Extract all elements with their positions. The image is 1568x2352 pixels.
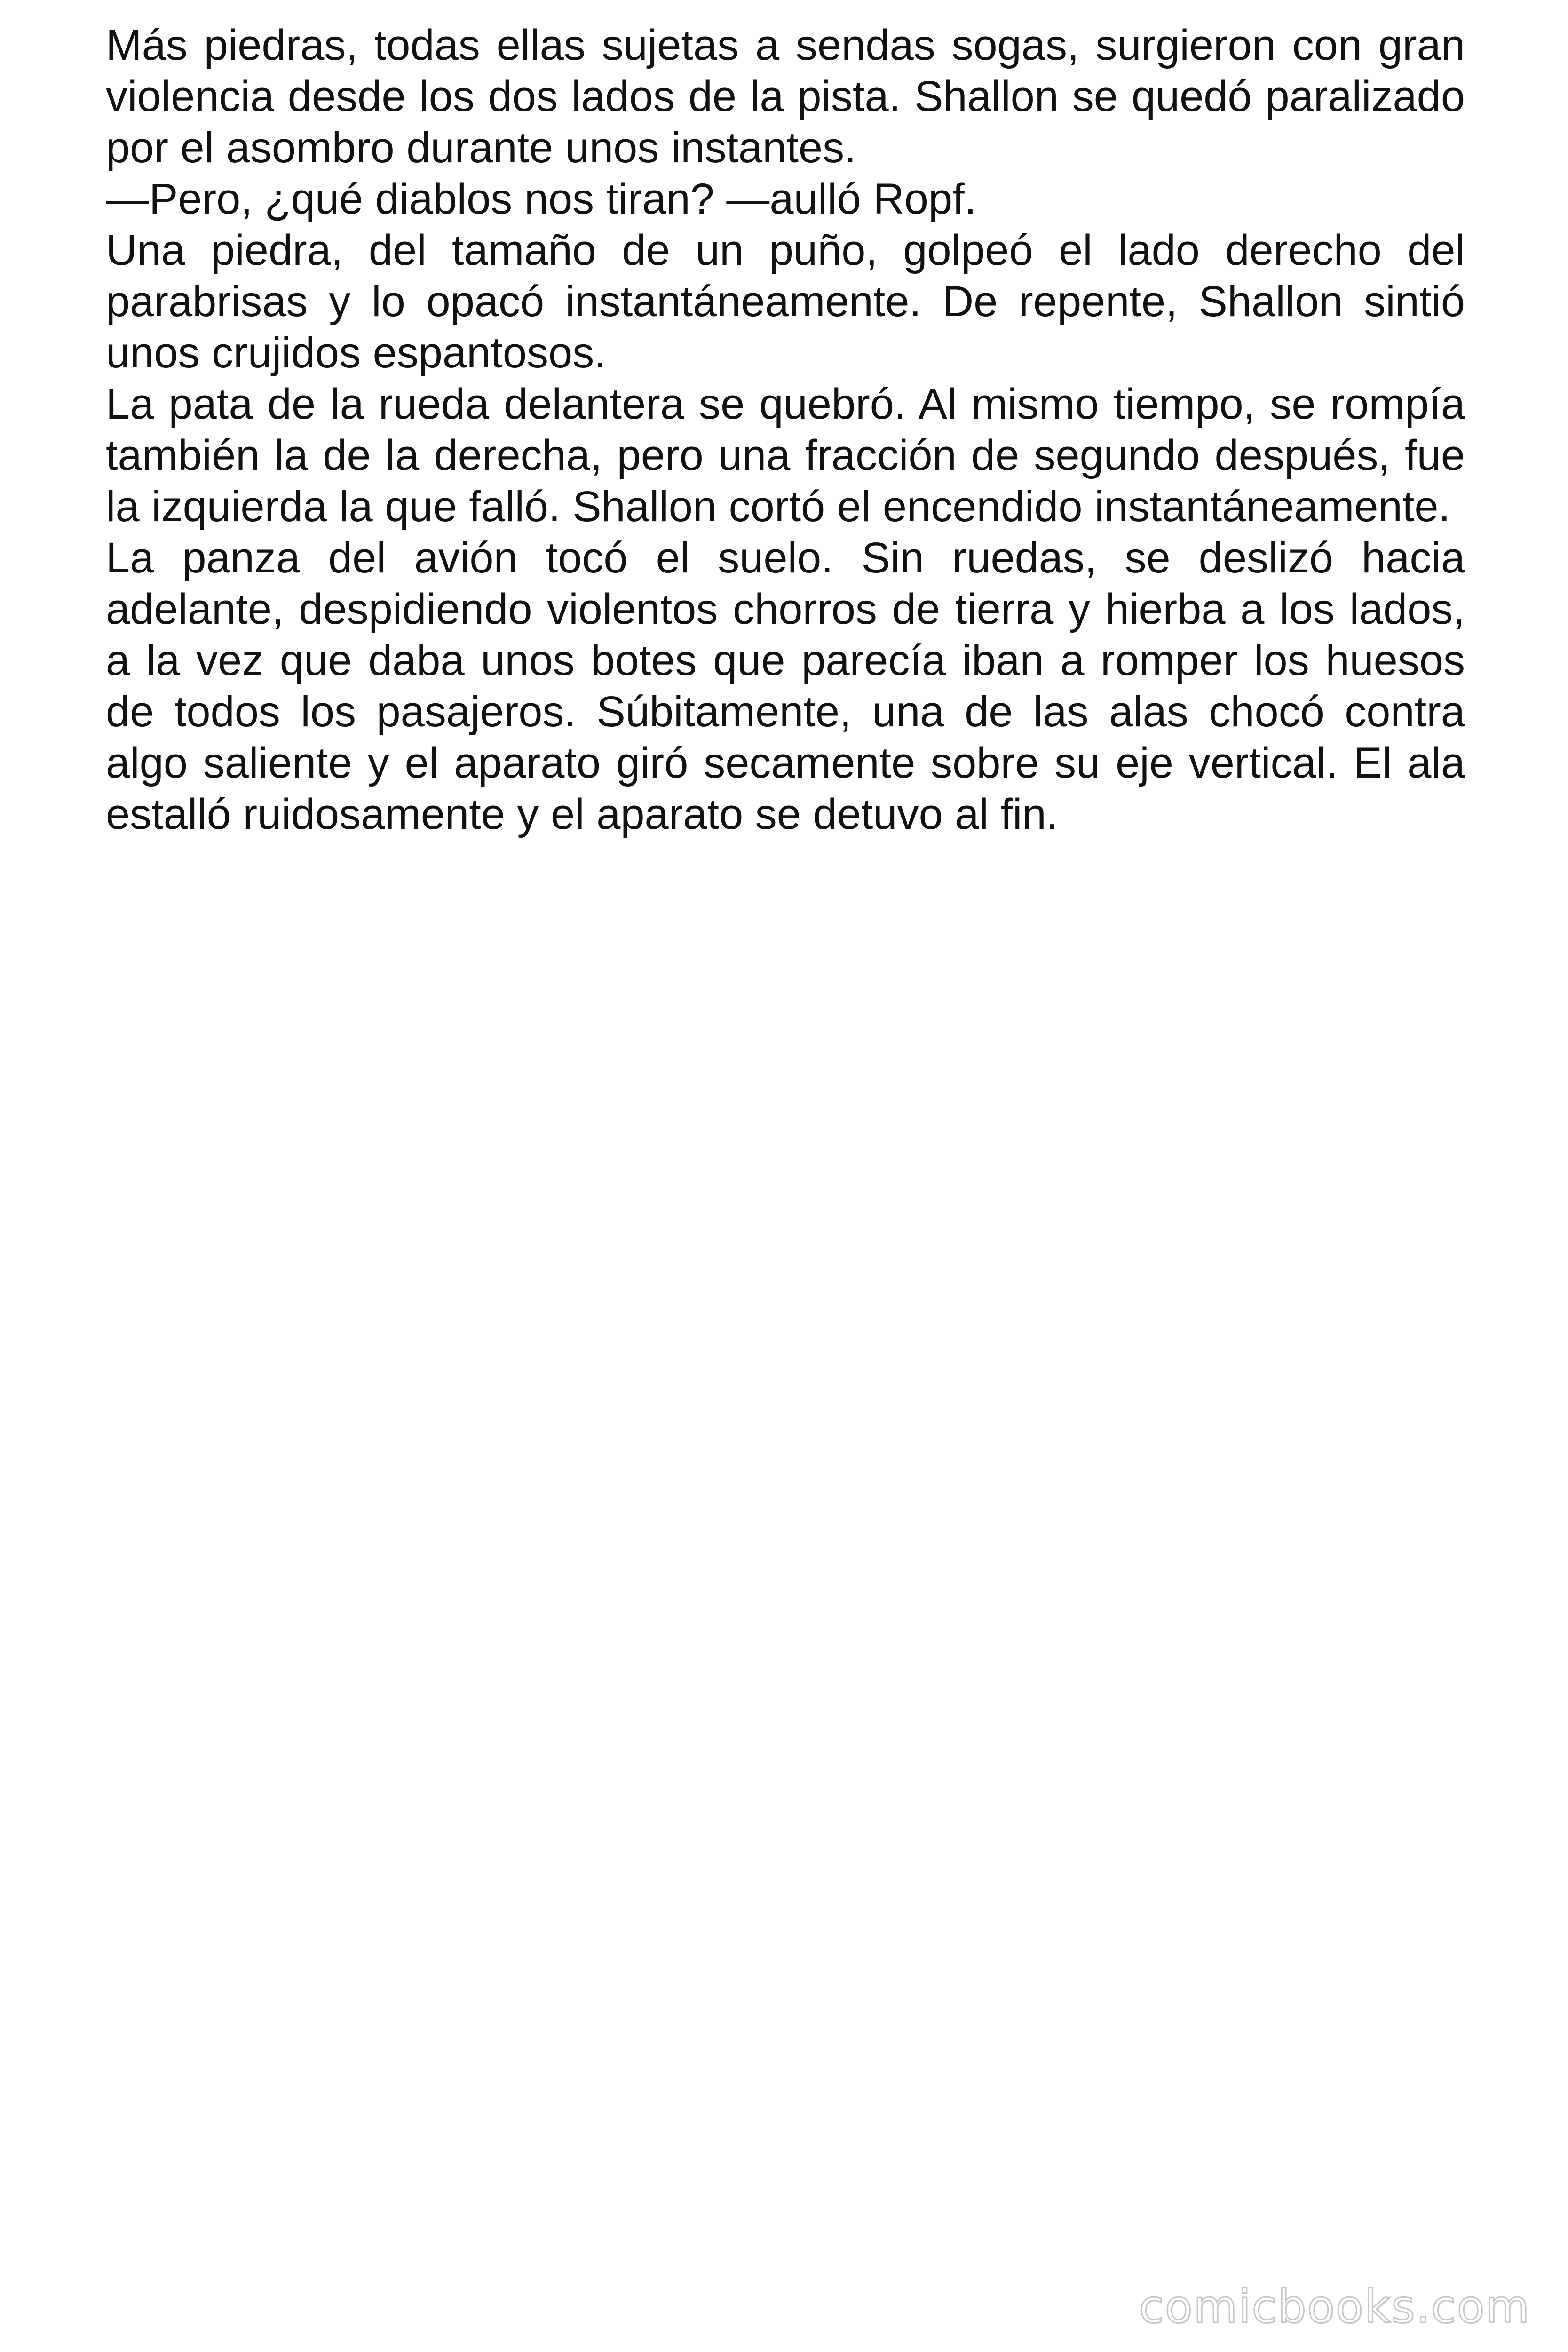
paragraph-3: Una piedra, del tamaño de un puño, golpeó el lado derecho del parabrisas y lo opacó instantáneamente. De repente, Shallon sintió unos crujidos espantosos.	[106, 226, 1465, 377]
paragraph-5: La panza del avión tocó el suelo. Sin ruedas, se deslizó hacia adelante, despidiendo violentos chorros de tierra y hierba a los lados, a la vez que daba unos botes que parecía iban a romper los huesos de todos los pasajeros. Súbitamente, una de las alas chocó contra algo saliente y el aparato giró secamente sobre su eje vertical. El ala estalló ruidosamente y el aparato se detuvo al fin.	[106, 534, 1465, 838]
watermark: comicbooks.com	[1139, 2280, 1530, 2333]
paragraph-2: —Pero, ¿qué diablos nos tiran? —aulló Ropf.	[106, 175, 977, 223]
paragraph-1: Más piedras, todas ellas sujetas a sendas sogas, surgieron con gran violencia desde los dos lados de la pista. Shallon se quedó paralizado por el asombro durante unos instantes.	[106, 21, 1465, 172]
body-text	[106, 20, 1465, 840]
paragraph-4: La pata de la rueda delantera se quebró. Al mismo tiempo, se rompía también la de la derecha, pero una fracción de segundo después, fue la izquierda la que falló. Shallon cortó el encendido instantáneamente.	[106, 380, 1465, 531]
